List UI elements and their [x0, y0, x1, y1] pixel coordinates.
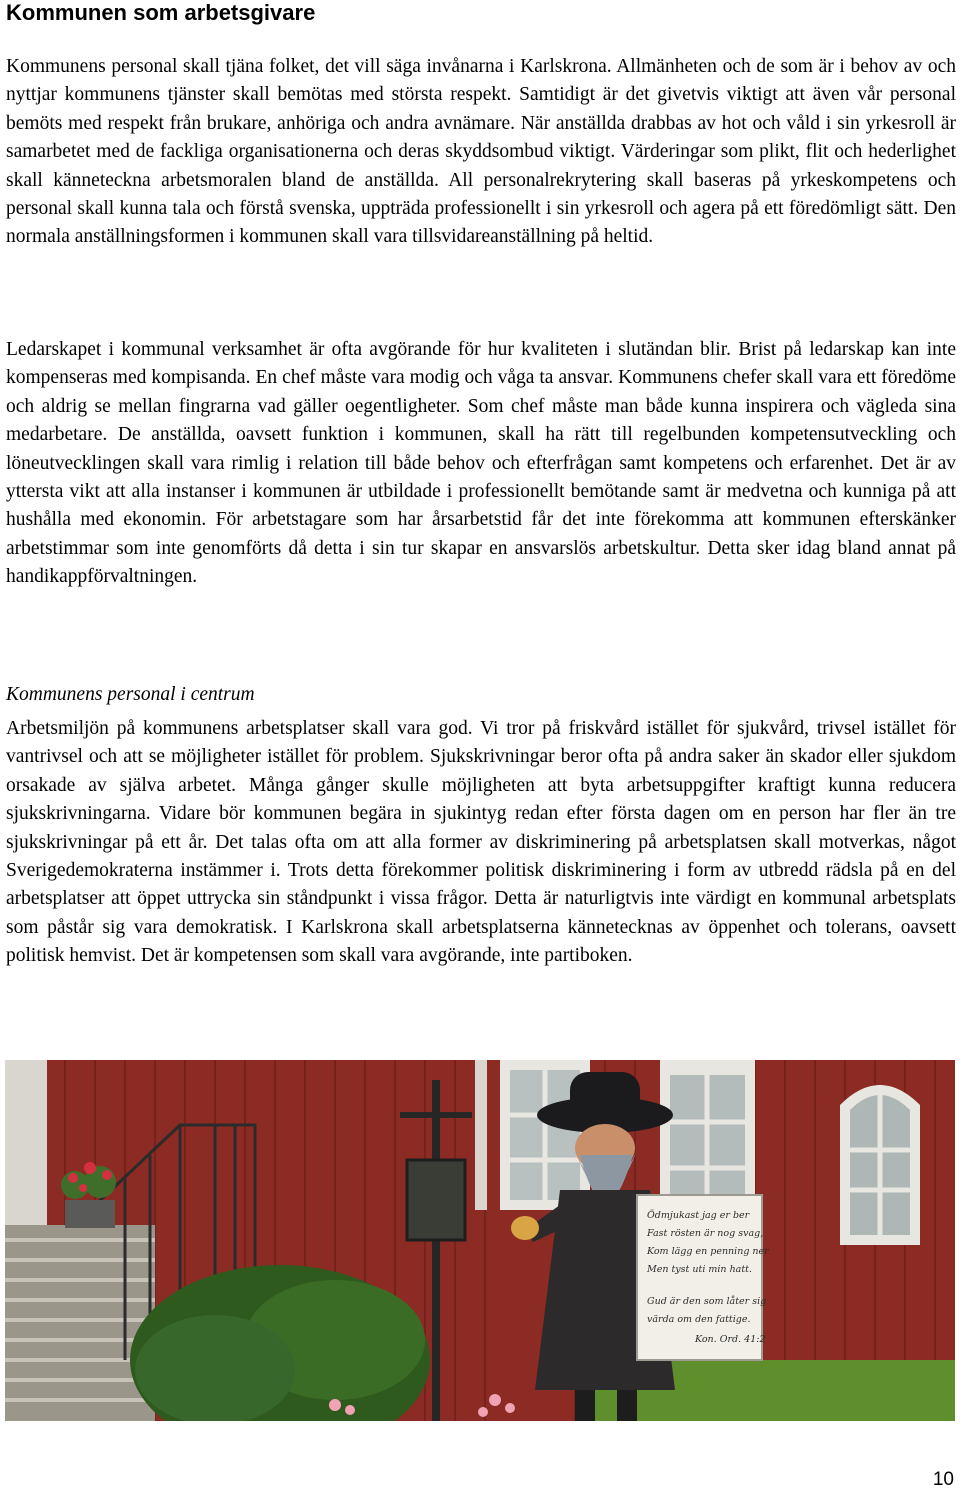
statue-illustration — [5, 1060, 955, 1421]
sign-line: Fast rösten är nog svag, — [647, 1228, 764, 1239]
subheading: Kommunens personal i centrum — [6, 684, 255, 705]
sign-line: värda om den fattige. — [647, 1314, 751, 1325]
sign-line: Men tyst uti min hatt. — [647, 1264, 753, 1275]
statue-photo — [5, 1060, 955, 1421]
sign-line: Kom lägg en penning ner — [647, 1246, 769, 1257]
window-right — [840, 1085, 920, 1245]
door-frame — [475, 1060, 487, 1210]
sign-line: Kon. Ord. 41:2 — [695, 1334, 766, 1345]
statue-sign — [637, 1195, 770, 1360]
sign-line: Gud är den som låter sig — [647, 1296, 767, 1307]
paragraph-staff-respect: Kommunens personal skall tjäna folket, det vill säga invånarna i Karlskrona. Allmänheten och de som är i behov av och nyttjar kommunens tjänster skall bemötas med största respekt. Samtidigt är det givetvis viktigt att även vår personal bemöts med respekt från brukare, anhöriga och andra avnämare. När anställda drabbas av hot och våld i sin yrkesroll är samarbetet med de fackliga organisationerna och deras skyddsombud viktigt. Värderingar som plikt, flit och hederlighet skall känneteckna arbetsmoralen bland de anställda. All personalrekrytering skall baseras på yrkeskompetens och personal skall kunna tala och förstå svenska, uppträda professionellt i sin yrkesroll och agera på ett föredömligt sätt. Den normala anställningsformen i kommunen skall vara tillsvidareanställning på heltid. — [6, 56, 956, 248]
page-number: 10 — [932, 1469, 954, 1490]
paragraph-work-environment: Arbetsmiljön på kommunens arbetsplatser skall vara god. Vi tror på friskvård istället för sjukvård, trivsel istället för vantrivsel och att se möjligheter istället för problem. Sjukskrivningar beror ofta på andra saker än skador eller sjukdom orsakade av själva arbetet. Många gånger skulle möjligheten att byta arbetsuppgifter kraftigt kunna reducera sjukskrivningarna. Vidare bör kommunen begära in sjukintyg redan efter första dagen om en person har fler än tre sjukskrivningar på ett år. Det talas ofta om att alla former av diskriminering på arbetsplatsen skall motverkas, något Sverigedemokraterna instämmer i. Trots detta förekommer politisk diskriminering i form av utbredd rädsla på en del arbetsplatser att öppet uttrycka sin ståndpunkt i vissa frågor. Detta är naturligtvis inte värdigt en kommunal arbetsplats som påstår sig vara demokratisk. I Karlskrona skall arbetsplatserna kännetecknas av öppenhet och tolerans, oavsett politisk hemvist. Det är kompetensen som skall vara avgörande, inte partiboken. — [6, 718, 956, 967]
paragraph-leadership: Ledarskapet i kommunal verksamhet är ofta avgörande för hur kvaliteten i slutändan blir. Brist på ledarskap kan inte kompenseras med kompisanda. En chef måste vara modig och våga ta ansvar. Kommunens chefer skall vara ett föredöme och aldrig se mellan fingrarna vad gäller oegentligheter. Som chef måste man både kunna inspirera och vägleda sina medarbetare. De anställda, oavsett funktion i kommunen, skall ha rätt till regelbunden kompetensutveckling och löneutvecklingen skall vara rimlig i relation till både behov och efterfrågan samt kompetens och erfarenhet. Det är av yttersta vikt att alla instanser i kommunen är utbildade i professionellt bemötande samt är medvetna och kunniga på att hushålla med ekonomin. För arbetstagare som har årsarbetstid får det inte förekomma att kommunen efterskänker arbetstimmar som inte genomförts då detta i sin tur skapar en ansvarslös arbetskultur. Detta sker idag bland annat på handikappförvaltningen. — [6, 339, 956, 588]
sign-line: Ödmjukast jag er ber — [647, 1210, 750, 1221]
section-heading: Kommunen som arbetsgivare — [6, 0, 316, 25]
stone-steps — [5, 1225, 155, 1421]
